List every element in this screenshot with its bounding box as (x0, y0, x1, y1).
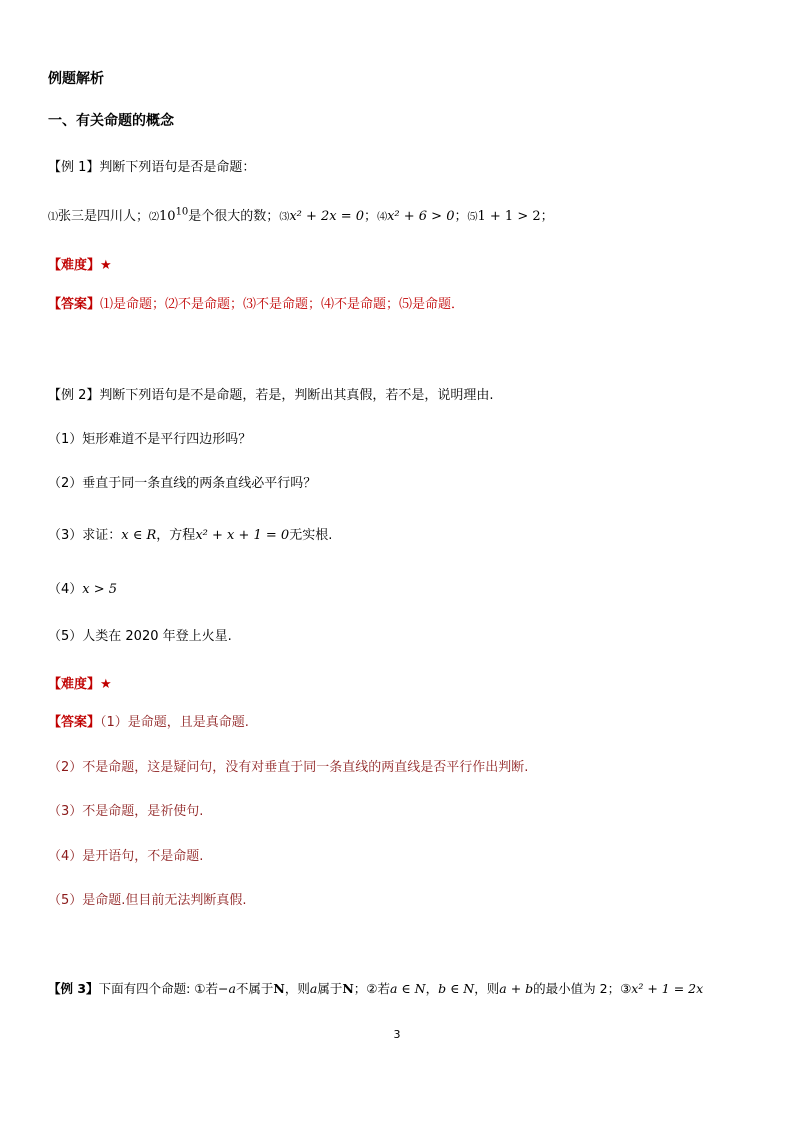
example-3-math-4: b ∈ N (438, 981, 475, 996)
question-3-suffix: 无实根. (289, 528, 333, 543)
question-3 (48, 524, 332, 543)
example-3-set-2: N (342, 981, 354, 996)
question-4-prefix: （4） (48, 582, 83, 597)
example-3-math-5: a + b (499, 981, 534, 996)
example-3-text-7: ，则 (474, 981, 500, 996)
example-1-items (48, 205, 554, 224)
example-3-text-3: ，则 (284, 981, 310, 996)
item-2-math: 10 (159, 209, 176, 224)
item-3-separator: ； (364, 209, 378, 224)
page-title: 例题解析 (48, 71, 104, 87)
example-3-text-6: ， (425, 981, 439, 996)
answer-1-text: （1）是命题，且是真命题. (100, 715, 249, 730)
example-2-answer-4: （4）是开语句，不是命题. (48, 849, 204, 864)
example-3-text-5: ；②若 (353, 981, 390, 996)
item-3-number: ⑶ (279, 212, 290, 223)
answer-label: 【答案】 (48, 715, 101, 730)
question-5: （5）人类在 2020 年登上火星. (48, 629, 232, 644)
star-icon: ★ (100, 258, 112, 273)
example-1-heading: 【例 1】判断下列语句是否是命题： (48, 160, 256, 175)
question-4-math: x > 5 (82, 582, 118, 597)
item-1-text: 张三是四川人； (58, 209, 150, 224)
question-3-prefix: （3）求证： (48, 528, 122, 543)
page-number: 3 (393, 1028, 401, 1041)
example-3-text-2: 不属于 (235, 981, 274, 996)
item-4-separator: ； (454, 209, 468, 224)
example-1-difficulty (48, 254, 112, 273)
example-2-answer-2: （2）不是命题，这是疑问句，没有对垂直于同一条直线的两直线是否平行作出判断. (48, 760, 529, 775)
question-3-math-2: x² + x + 1 = 0 (195, 528, 290, 543)
example-3-math-2: a (309, 981, 318, 996)
question-4 (48, 578, 117, 597)
example-2-answer-3: （3）不是命题，是祈使句. (48, 804, 204, 819)
example-3-label: 【例 3】 (48, 981, 99, 996)
example-3-math-3: a ∈ N (390, 981, 426, 996)
section-heading: 一、有关命题的概念 (48, 113, 174, 129)
example-3-set-1: N (273, 981, 285, 996)
answer-label: 【答案】 (48, 297, 101, 312)
difficulty-label: 【难度】 (48, 677, 101, 692)
item-5-number: ⑸ (467, 212, 478, 223)
example-2-heading: 【例 2】判断下列语句是不是命题，若是，判断出其真假，若不是，说明理由. (48, 388, 494, 403)
question-3-math-1: x ∈ R (121, 528, 157, 543)
item-3-math: x² + 2x = 0 (289, 209, 365, 224)
example-2-answer-5: （5）是命题.但目前无法判断真假. (48, 893, 247, 908)
item-2-exponent: 10 (175, 206, 189, 218)
example-3 (48, 979, 703, 997)
item-2-number: ⑵ (149, 212, 160, 223)
answer-text: ⑴是命题；⑵不是命题；⑶不是命题；⑷不是命题；⑸是命题． (100, 297, 465, 312)
example-3-math-1: −a (217, 981, 236, 996)
star-icon: ★ (100, 677, 112, 692)
difficulty-label: 【难度】 (48, 258, 101, 273)
item-1-number: ⑴ (48, 212, 58, 223)
example-3-math-6: x² + 1 = 2x (631, 981, 704, 996)
example-3-text-8: 的最小值为 2；③ (533, 981, 632, 996)
question-2: （2）垂直于同一条直线的两条直线必平行吗？ (48, 476, 317, 491)
question-1: （1）矩形难道不是平行四边形吗？ (48, 432, 252, 447)
item-2-text: 是个很大的数； (188, 209, 280, 224)
example-2-difficulty (48, 673, 112, 692)
item-4-number: ⑷ (377, 212, 388, 223)
question-3-middle: ，方程 (156, 528, 196, 543)
example-1-answer (48, 293, 464, 312)
item-4-math: x² + 6 > 0 (387, 209, 455, 224)
item-5-separator: ； (540, 209, 554, 224)
example-3-text-1: 下面有四个命题: ①若 (98, 981, 218, 996)
example-3-text-4: 属于 (317, 981, 343, 996)
example-2-answer-1 (48, 711, 249, 730)
item-5-math: 1 + 1 > 2 (477, 209, 541, 224)
